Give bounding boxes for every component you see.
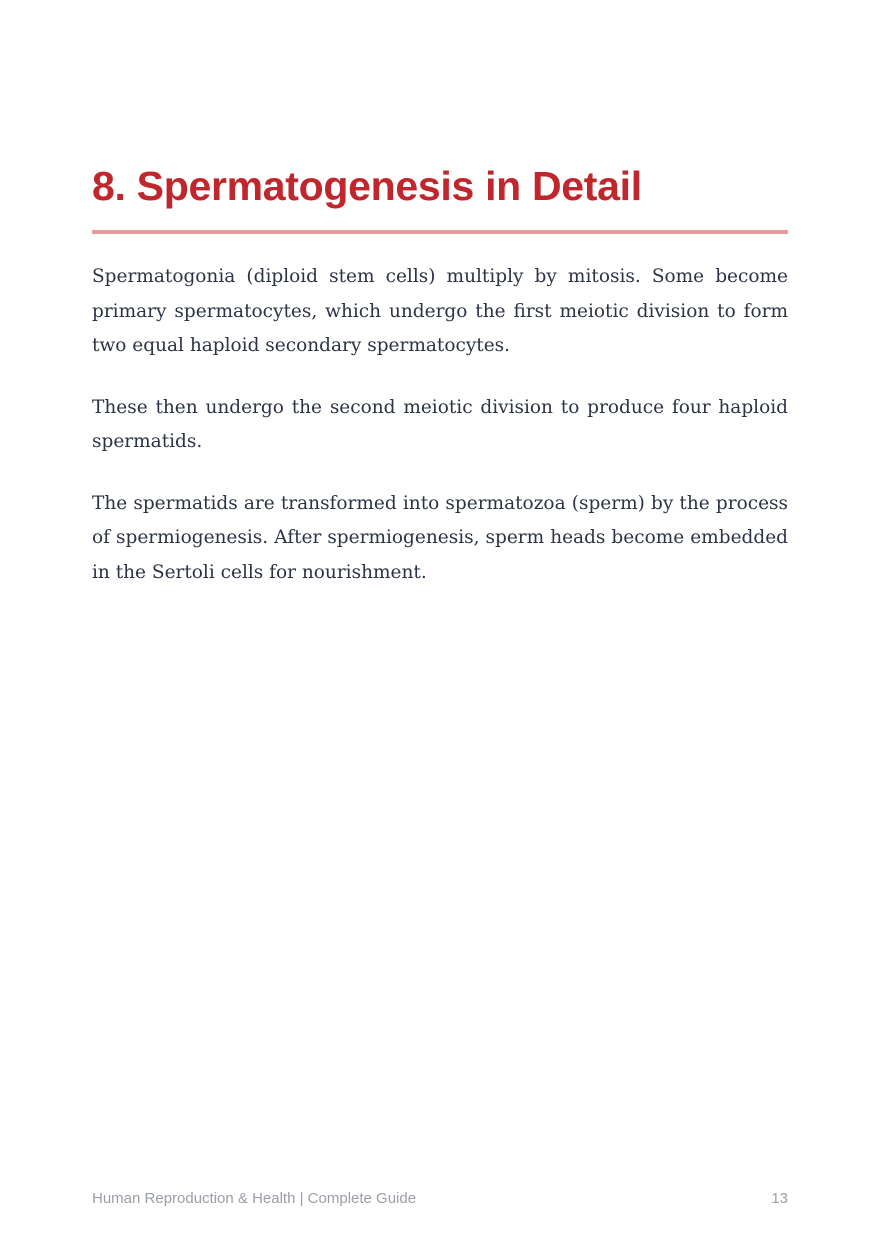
paragraph-spermiogenesis: The spermatids are transformed into spermatozoa (sperm) by the process of spermiogenesis. After spermiogenesis, sperm heads become embedded in the Sertoli cells for nourishment. bbox=[92, 492, 788, 583]
paragraph-spermatogonia: Spermatogonia (diploid stem cells) multiply by mitosis. Some become primary spermatocytes, which undergo the first meiotic division to form two equal haploid secondary spermatocytes. bbox=[92, 266, 788, 356]
footer-book-title: Human Reproduction & Health | Complete Guide bbox=[92, 1190, 417, 1207]
page-content bbox=[92, 158, 788, 590]
title-divider bbox=[92, 230, 788, 234]
page-number: 13 bbox=[771, 1190, 788, 1207]
paragraph-second-meiosis: These then undergo the second meiotic division to produce four haploid spermatids. bbox=[92, 396, 788, 452]
page-footer bbox=[92, 1189, 788, 1211]
section-title: 8. Spermatogenesis in Detail bbox=[92, 163, 642, 209]
